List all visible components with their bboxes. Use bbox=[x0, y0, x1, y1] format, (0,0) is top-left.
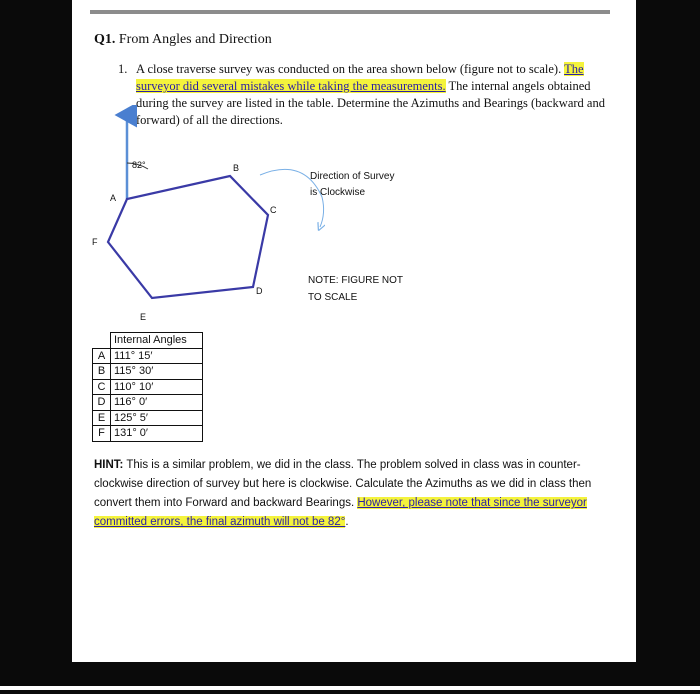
question-highlight: The surveyor did several mistakes while taking the measurements. bbox=[136, 62, 584, 93]
question-text-before: A close traverse survey was conducted on the area shown below (figure not to scale). bbox=[136, 62, 565, 76]
table-header-row bbox=[93, 333, 203, 349]
question-number: Q1. bbox=[94, 32, 116, 47]
hint-end: . bbox=[345, 516, 349, 528]
row-label: F bbox=[93, 426, 111, 442]
angle-label: 82° bbox=[132, 160, 146, 170]
direction-label-line1: Direction of Survey bbox=[310, 171, 395, 182]
point-label-a: A bbox=[110, 193, 117, 203]
hint-label: HINT: bbox=[94, 459, 124, 471]
row-label: B bbox=[93, 364, 111, 380]
question-title bbox=[94, 32, 272, 48]
point-label-f: F bbox=[92, 237, 98, 247]
row-value: 110° 10′ bbox=[111, 379, 203, 395]
row-value: 115° 30′ bbox=[111, 364, 203, 380]
note-line2: TO SCALE bbox=[308, 292, 358, 303]
table-row bbox=[93, 379, 203, 395]
table-header: Internal Angles bbox=[111, 333, 203, 349]
table-row bbox=[93, 348, 203, 364]
row-value: 116° 0′ bbox=[111, 395, 203, 411]
hint-paragraph bbox=[94, 456, 614, 532]
traverse-diagram bbox=[72, 105, 636, 335]
hint-highlight: However, please note that since the surveyor committed errors, the final azimuth will not be 82° bbox=[94, 497, 587, 528]
row-value: 125° 5′ bbox=[111, 410, 203, 426]
question-title-text: From Angles and Direction bbox=[118, 32, 272, 47]
right-black-border bbox=[636, 0, 700, 694]
question-text-after: The internal angels obtained during the survey are listed in the table. Determine the Azimuths and Bearings (backward and forward) of all the directions. bbox=[136, 79, 605, 127]
table-row bbox=[93, 364, 203, 380]
document-page bbox=[72, 0, 636, 662]
point-label-c: C bbox=[270, 205, 277, 215]
direction-label-line2: is Clockwise bbox=[310, 187, 366, 198]
row-value: 111° 15′ bbox=[111, 348, 203, 364]
bottom-border-line bbox=[0, 686, 700, 690]
point-label-d: D bbox=[256, 286, 263, 296]
table-row bbox=[93, 395, 203, 411]
table-row bbox=[93, 426, 203, 442]
top-rule bbox=[90, 10, 610, 14]
hint-text: This is a similar problem, we did in the class. The problem solved in class was in counter-clockwise direction of survey but here is clockwise. Calculate the Azimuths as we did in class then convert them into Forward and backward Bearings. bbox=[94, 459, 592, 509]
traverse-polygon bbox=[108, 176, 268, 298]
internal-angles-table bbox=[92, 332, 203, 442]
row-label: E bbox=[93, 410, 111, 426]
row-value: 131° 0′ bbox=[111, 426, 203, 442]
item-number: 1. bbox=[118, 62, 128, 76]
table-row bbox=[93, 410, 203, 426]
note-line1: NOTE: FIGURE NOT bbox=[308, 275, 403, 286]
point-label-e: E bbox=[140, 312, 147, 322]
left-black-border bbox=[0, 0, 72, 694]
row-label: A bbox=[93, 348, 111, 364]
point-label-b: B bbox=[233, 163, 240, 173]
row-label: C bbox=[93, 379, 111, 395]
row-label: D bbox=[93, 395, 111, 411]
